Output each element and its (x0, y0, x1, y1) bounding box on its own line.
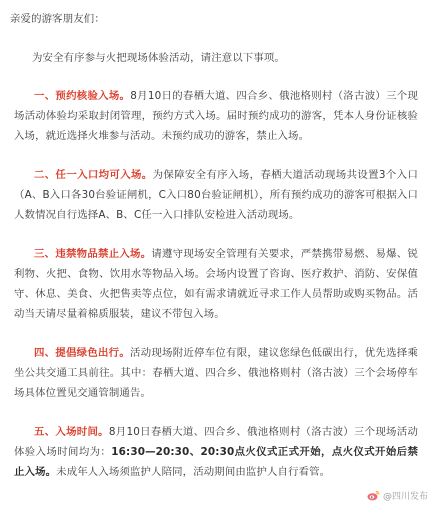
section-green-travel (14, 343, 418, 403)
section-text: 未成年人入场须监护人陪同，活动期间由监护人自行看管。 (56, 466, 331, 478)
section-heading: 二、任一入口均可入场。 (34, 169, 153, 181)
section-text: 8月10日春栖大道、四合乡、俄池格则村（洛古波）三个现场活动体验入场时间均为： (14, 426, 418, 458)
section-heading: 五、入场时间。 (34, 426, 109, 438)
section-entrances (14, 165, 418, 225)
section-text: 8月10日的春栖大道、四合乡、俄池格则村（洛古波）三个现场活动体验均采取封闭管理，预约方式入场。届时预约成功的游客，凭本人身份证核验入场，就近选择火堆参与活动。未预约成功的游客，禁止入场。 (14, 90, 419, 142)
intro-text: 为安全有序参与火把现场体验活动，请注意以下事项。 (32, 52, 285, 64)
weibo-icon (367, 490, 380, 501)
section-heading: 三、违禁物品禁止入场。 (34, 248, 152, 260)
section-prohibited-items (14, 244, 418, 324)
section-text: 为保障安全有序入场，春栖大道活动现场共设置3个入口（A、B入口各30台验证闸机，C入口80台验证闸机），所有预约成功的游客可根据入口人数情况自行选择A、B、C任一入口排队安检进入活动现场。 (14, 169, 418, 221)
section-heading: 四、提倡绿色出行。 (34, 347, 131, 359)
entry-time-highlight: 16:30—20:30、20:30点火仪式正式开始，点火仪式开始后禁止入场。 (14, 446, 418, 478)
section-text: 请遵守现场安全管理有关要求，严禁携带易燃、易爆、锐利物、火把、食物、饮用水等物品入场。会场内设置了咨询、医疗救护、消防、安保值守、休息、美食、火把售卖等点位，如有需求请就近寻求工作人员帮助或购买物品。活动当天请尽量着棉质服装，建议不带包入场。 (14, 248, 418, 320)
watermark-text: @四川发布 (382, 492, 428, 502)
section-entry-time (14, 422, 418, 482)
greeting: 亲爱的游客朋友们： (10, 13, 105, 25)
section-booking (14, 86, 418, 146)
section-heading: 一、预约核验入场。 (34, 90, 131, 102)
section-text: 活动现场附近停车位有限，建议您绿色低碳出行，优先选择乘坐公共交通工具前往。其中：春栖大道、四合乡、俄池格则村（洛古波）三个会场停车场具体位置见交通管制通告。 (14, 347, 418, 399)
watermark (367, 489, 428, 502)
